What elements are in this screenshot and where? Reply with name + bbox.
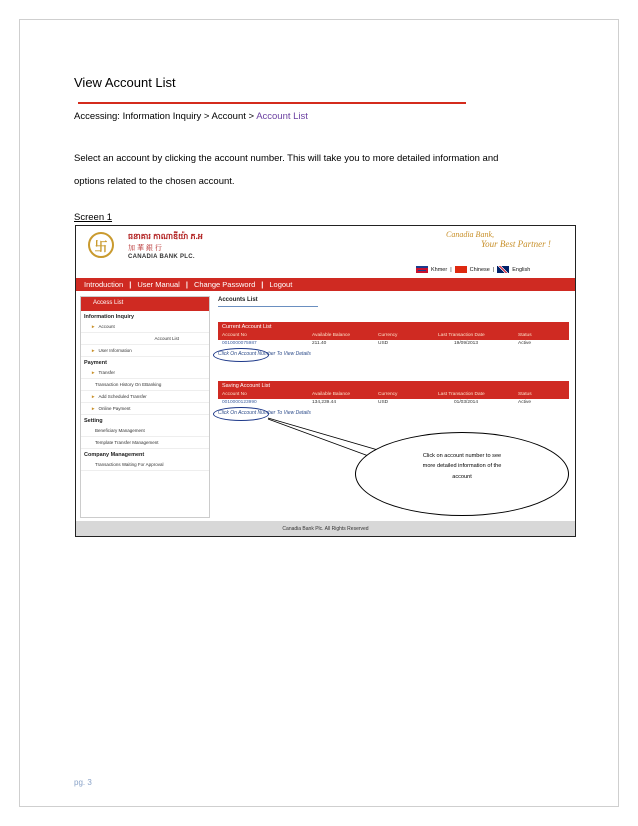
col-available-balance: Available Balance: [312, 333, 351, 338]
col-last-transaction-date: Last Transaction Date: [438, 333, 485, 338]
col-account-no: Account No: [222, 333, 247, 338]
nav-change-password[interactable]: Change Password: [193, 280, 256, 289]
nav-user-manual[interactable]: User Manual: [137, 280, 180, 289]
last-transaction-date: 19/09/2013: [454, 341, 479, 346]
arrow-right-icon: ►: [91, 324, 96, 329]
sidebar-section-company-management: Company Management: [84, 452, 145, 458]
lang-chinese[interactable]: Chinese: [469, 266, 490, 273]
last-transaction-date: 01/03/2014: [454, 400, 479, 405]
status: Active: [518, 400, 532, 405]
current-account-header: Current Account List: [218, 322, 569, 332]
bank-name-chinese: 加 華 銀 行: [128, 245, 162, 252]
sidebar-item-account-list[interactable]: Account List: [81, 333, 209, 345]
col-status: Status: [518, 392, 532, 397]
instruction-line-2: options related to the chosen account.: [74, 176, 235, 187]
col-currency: Currency: [378, 392, 398, 397]
col-last-transaction-date: Last Transaction Date: [438, 392, 485, 397]
accounts-list-title: Accounts List: [218, 297, 258, 303]
sidebar-item-user-information[interactable]: ► User Information: [81, 345, 209, 357]
callout-line-3: account: [452, 474, 472, 480]
sidebar-item-account[interactable]: ► Account: [81, 321, 209, 333]
nav-logout[interactable]: Logout: [269, 280, 293, 289]
available-balance: 211.40: [312, 341, 327, 346]
arrow-right-icon: ►: [91, 370, 96, 375]
sidebar-section-setting: Setting: [84, 418, 103, 424]
instruction-line-1: Select an account by clicking the account number. This will take you to more detailed information and: [74, 153, 499, 164]
col-status: Status: [518, 333, 532, 338]
col-currency: Currency: [378, 333, 398, 338]
lang-english[interactable]: English: [512, 266, 531, 273]
arrow-right-icon: ►: [91, 394, 96, 399]
lang-khmer[interactable]: Khmer: [431, 266, 448, 273]
sidebar-item-transaction-history[interactable]: Transaction History On EBanking: [81, 379, 209, 391]
account-number-link[interactable]: 0010000075987: [222, 341, 257, 346]
arrow-right-icon: ►: [91, 348, 96, 353]
nav-introduction[interactable]: Introduction: [84, 280, 124, 289]
sidebar-item-add-scheduled-transfer[interactable]: ► Add Scheduled Transfer: [81, 391, 209, 403]
current-account-hint: Click On Account Number To View Details: [218, 351, 311, 357]
sidebar-item-beneficiary-management[interactable]: Beneficiary Management: [81, 425, 209, 437]
sidebar-item-template-transfer-management[interactable]: Template Transfer Management: [81, 437, 209, 449]
sidebar-item-online-payment[interactable]: ► Online Payment: [81, 403, 209, 415]
sidebar-item-transactions-waiting[interactable]: Transactions Waiting For Approval: [81, 459, 209, 471]
callout-line-2: more detailed information of the: [422, 463, 502, 469]
bank-name-khmer: ធនាគារ កាណាឌីយ៉ា ភ.អ: [128, 232, 203, 241]
bank-name-english: CANADIA BANK PLC.: [128, 254, 195, 260]
sidebar-section-information-inquiry: Information Inquiry: [84, 314, 135, 320]
sidebar-title: Access List: [81, 297, 209, 311]
saving-account-hint: Click On Account Number To View Details: [218, 410, 311, 416]
col-available-balance: Available Balance: [312, 392, 351, 397]
site-footer: Canadia Bank Plc. All Rights Reserved: [76, 521, 575, 536]
callout-line-1: Click on account number to see: [422, 453, 502, 459]
screen-label: Screen 1: [74, 212, 113, 223]
page-number: pg. 3: [74, 778, 92, 787]
bank-logo-icon: 卐: [88, 232, 114, 258]
account-number-link[interactable]: 0010000123990: [222, 400, 257, 405]
sidebar-section-payment: Payment: [84, 360, 107, 366]
status: Active: [518, 341, 532, 346]
language-bar: Khmer | Chinese | English: [416, 263, 530, 276]
available-balance: 134,239.44: [312, 400, 337, 405]
col-account-no: Account No: [222, 392, 247, 397]
currency: USD: [378, 400, 389, 405]
slogan-line-1: Canadia Bank,: [446, 230, 494, 239]
slogan-line-2: Your Best Partner !: [481, 239, 551, 249]
sidebar-item-transfer[interactable]: ► Transfer: [81, 367, 209, 379]
top-nav: Introduction | User Manual | Change Password | Logout: [76, 278, 575, 291]
access-path-prefix: Accessing: Information Inquiry > Account >: [74, 111, 257, 122]
access-path-current: Account List: [256, 111, 308, 122]
document-title: View Account List: [74, 75, 176, 90]
arrow-right-icon: ►: [91, 406, 96, 411]
saving-account-header: Saving Account List: [218, 381, 569, 391]
currency: USD: [378, 341, 389, 346]
